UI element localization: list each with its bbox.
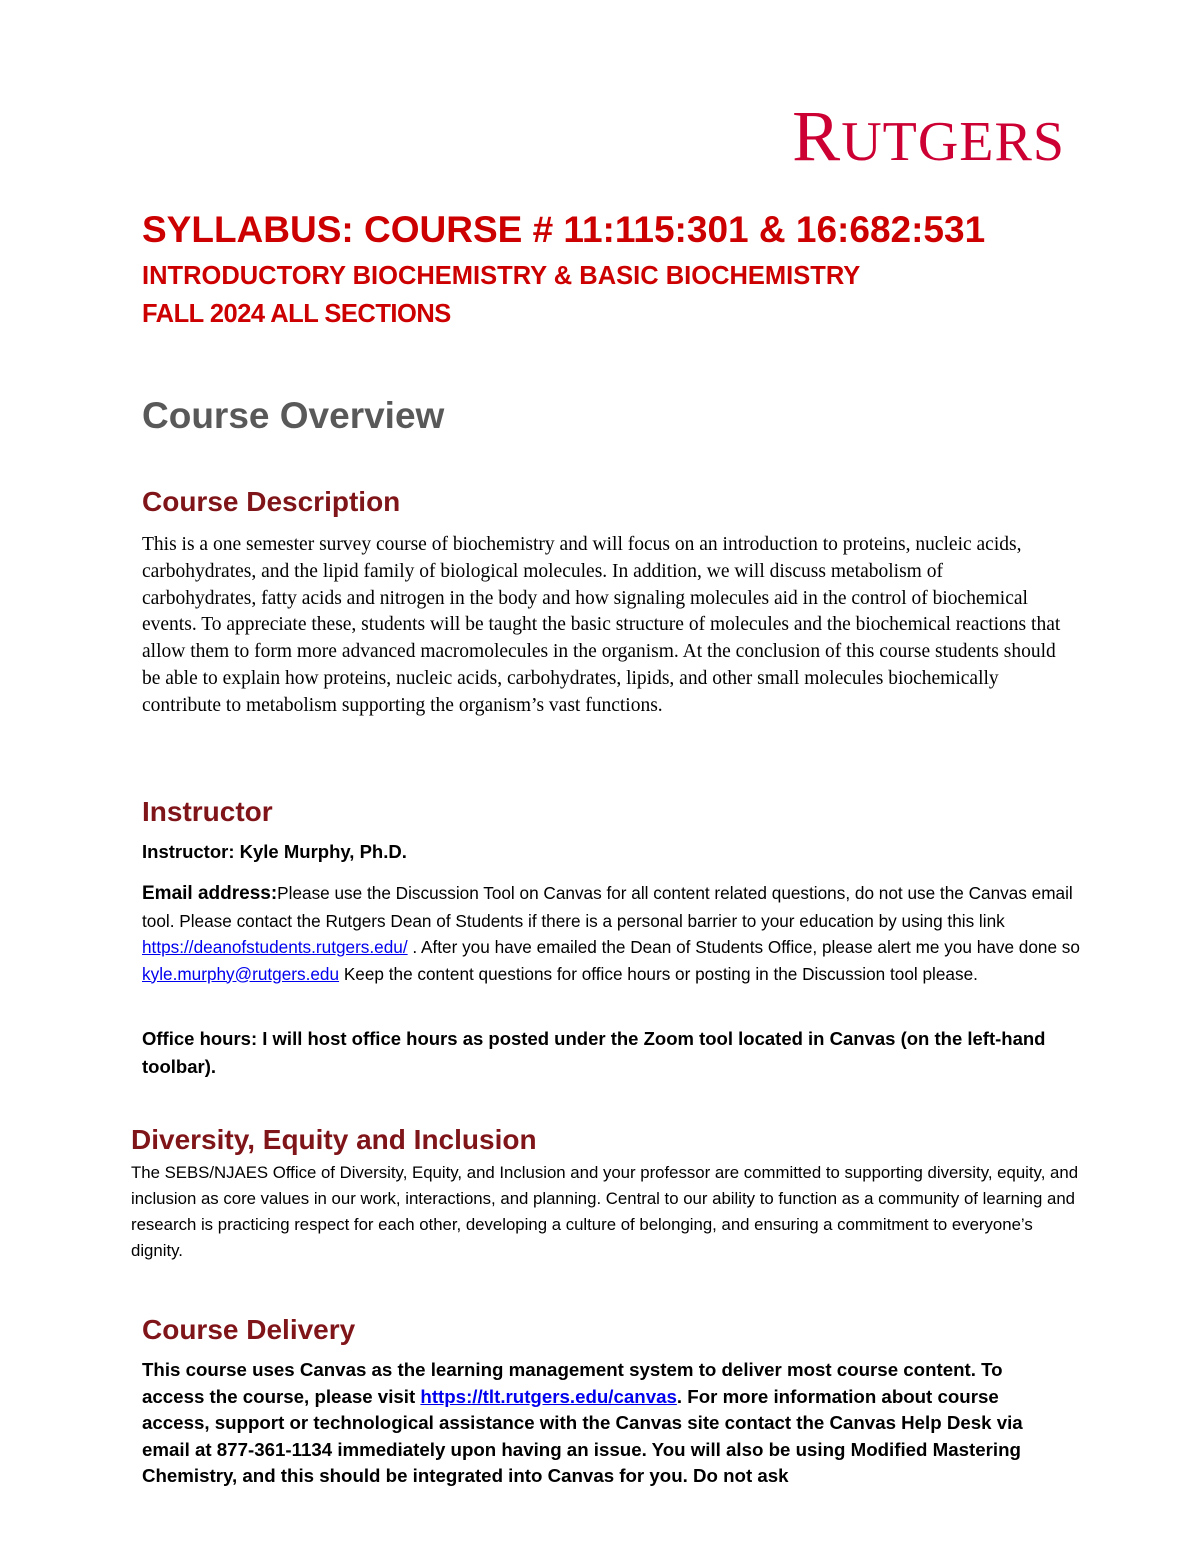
- email-text-2: . After you have emailed the Dean of Students Office, please alert me you have done so: [407, 937, 1080, 957]
- course-term: FALL 2024 ALL SECTIONS: [142, 300, 451, 328]
- email-label: Email address:: [142, 883, 278, 904]
- logo-initial: R: [792, 96, 842, 176]
- instructor-name: Instructor: Kyle Murphy, Ph.D.: [142, 841, 407, 862]
- logo-rest: UTGERS: [841, 111, 1065, 173]
- delivery-text-2: . For more information about course access, support or technological assistance with the Canvas site contact the Canvas Help Desk via email at 877-361-1134 immediately upon having an issue. You will also be using Modified Mastering Chemistry, and this should be integrated into Canvas for you. Do not ask: [142, 1385, 1023, 1486]
- course-description-heading: Course Description: [142, 486, 401, 517]
- canvas-link[interactable]: https://tlt.rutgers.edu/canvas: [420, 1385, 677, 1407]
- course-description-text: This is a one semester survey course of biochemistry and will focus on an introduction to proteins, nucleic acids, carbohydrates, and the lipid family of biological molecules. In addition, we will discuss metabolism of carbohydrates, fatty acids and nitrogen in the body and how signaling molecules aid in the control of biochemical events. To appreciate these, students will be taught the basic structure of molecules and the biochemical reactions that allow them to form more advanced macromolecules in the organism. At the conclusion of this course students should be able to explain how proteins, nucleic acids, carbohydrates, lipids, and other small molecules biochemically contribute to metabolism supporting the organism’s vast functions.: [142, 534, 1061, 716]
- email-text-3: Keep the content questions for office hours or posting in the Discussion tool please.: [339, 963, 978, 984]
- course-overview-heading: Course Overview: [142, 395, 445, 436]
- course-subtitle: INTRODUCTORY BIOCHEMISTRY & BASIC BIOCHEMISTRY: [142, 262, 861, 290]
- email-paragraph: [142, 880, 1082, 987]
- rutgers-logo: [792, 96, 1065, 176]
- email-text-1: Please use the Discussion Tool on Canvas for all content related questions, do not use the Canvas email tool. Please contact the Rutgers Dean of Students if there is a personal barrier to your education by using this link: [142, 883, 1073, 931]
- office-hours: Office hours: I will host office hours as posted under the Zoom tool located in Canvas (on the left-hand toolbar).: [142, 1028, 1046, 1077]
- syllabus-title-block: [142, 207, 1122, 333]
- dei-heading: Diversity, Equity and Inclusion: [131, 1124, 537, 1155]
- syllabus-title: SYLLABUS: COURSE # 11:115:301 & 16:682:531: [142, 209, 986, 250]
- dei-text: The SEBS/NJAES Office of Diversity, Equity, and Inclusion and your professor are committed to supporting diversity, equity, and inclusion as core values in our work, interactions, and planning. Central to our ability to function as a community of learning and research is practicing respect for each other, developing a culture of belonging, and ensuring a commitment to everyone’s dignity.: [131, 1163, 1079, 1260]
- course-delivery-text: [142, 1357, 1062, 1490]
- instructor-email-link[interactable]: kyle.murphy@rutgers.edu: [142, 963, 340, 984]
- course-delivery-heading: Course Delivery: [142, 1314, 356, 1345]
- instructor-heading: Instructor: [142, 796, 273, 827]
- delivery-text-1: This course uses Canvas as the learning management system to deliver most course content. To access the course, please visit: [142, 1359, 1003, 1407]
- dean-of-students-link[interactable]: https://deanofstudents.rutgers.edu/: [142, 937, 408, 957]
